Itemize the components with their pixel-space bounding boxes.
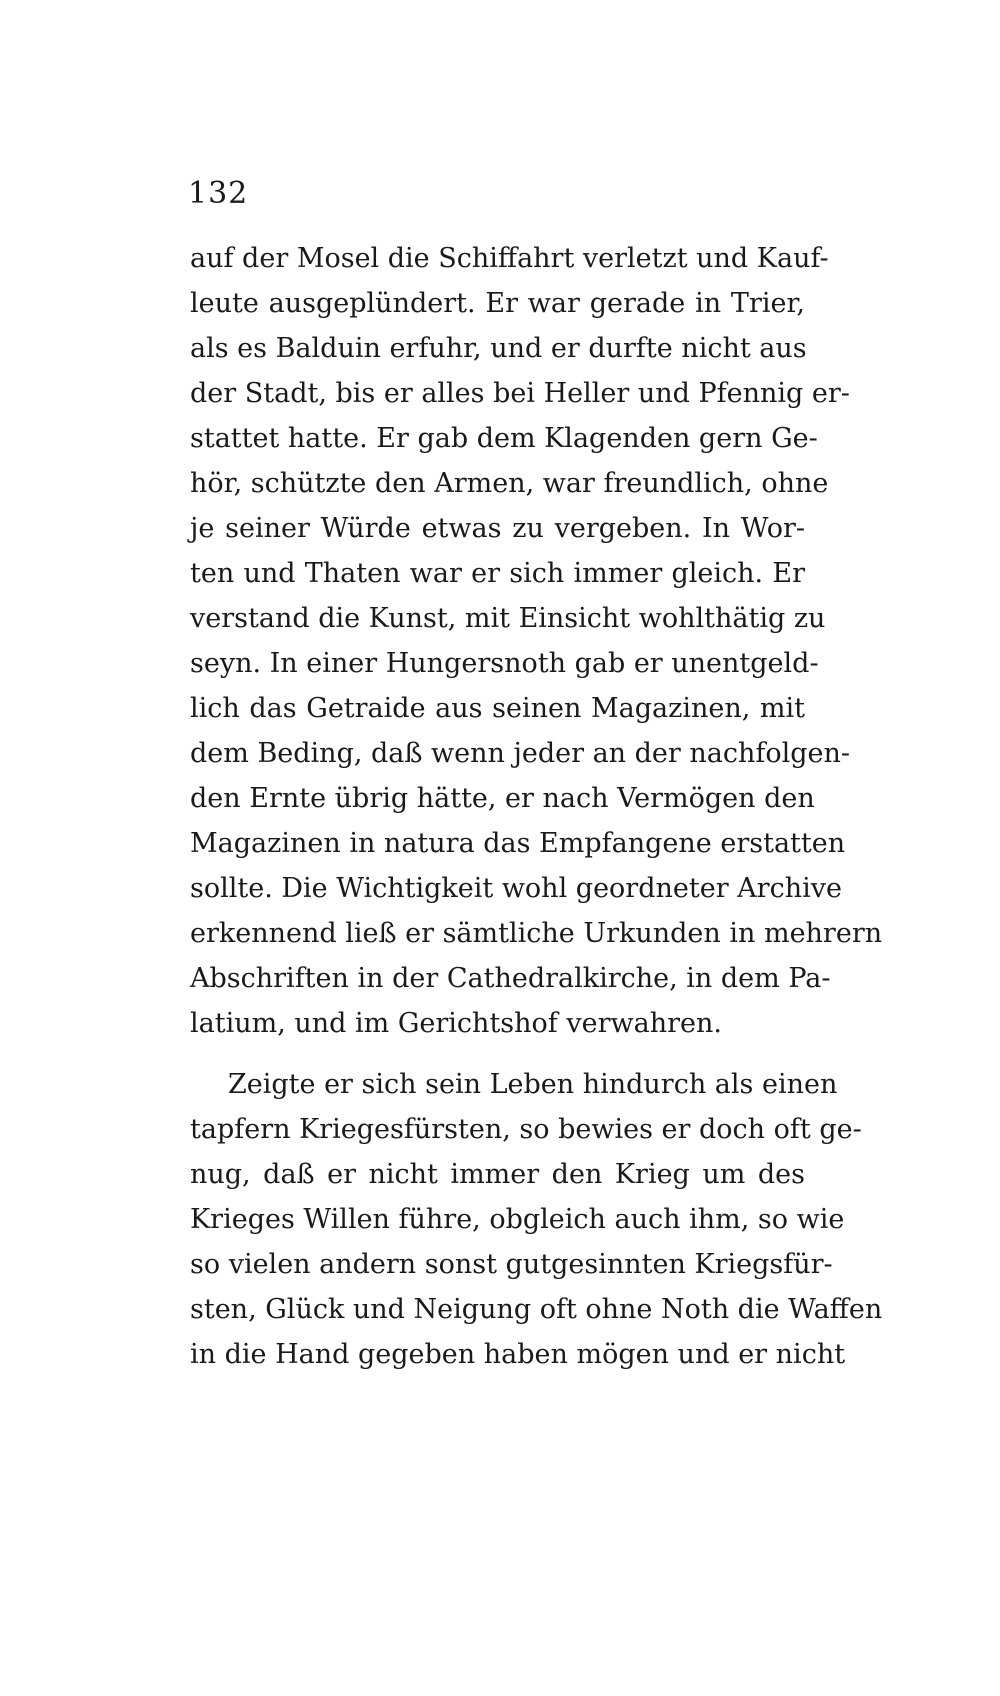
text-line: tapfern Kriegesfürsten, so bewies er doch oft ge- <box>190 1114 862 1145</box>
text-line: nug, daß er nicht immer den Krieg um des <box>190 1159 805 1190</box>
text-line: auf der Mosel die Schiffahrt verletzt und Kauf- <box>190 243 829 274</box>
text-line: lich das Getraide aus seinen Magazinen, mit <box>190 693 805 724</box>
text-line: so vielen andern sonst gutgesinnten Kriegsfür- <box>190 1249 833 1280</box>
text-line: stattet hatte. Er gab dem Klagenden gern Ge- <box>190 423 818 454</box>
text-line: dem Beding, daß wenn jeder an der nachfolgen- <box>190 738 851 769</box>
text-line: sten, Glück und Neigung oft ohne Noth die Waffen <box>190 1294 883 1325</box>
text-line: latium, und im Gerichtshof verwahren. <box>190 1008 722 1039</box>
text-line: erkennend ließ er sämtliche Urkunden in mehrern <box>190 918 883 949</box>
text-line: in die Hand gegeben haben mögen und er nicht <box>190 1339 846 1370</box>
text-block <box>190 236 883 1377</box>
text-line: Abschriften in der Cathedralkirche, in dem Pa- <box>190 963 831 994</box>
paragraph-gap <box>190 1046 805 1062</box>
text-line: sollte. Die Wichtigkeit wohl geordneter Archive <box>190 873 842 904</box>
text-line: ten und Thaten war er sich immer gleich. Er <box>190 558 805 589</box>
text-line: Magazinen in natura das Empfangene erstatten <box>190 828 846 859</box>
paragraph-1 <box>190 236 883 1046</box>
paragraph-2 <box>190 1062 883 1377</box>
text-line: der Stadt, bis er alles bei Heller und Pfennig er- <box>190 378 850 409</box>
text-line: seyn. In einer Hungersnoth gab er unentgeld- <box>190 648 819 679</box>
text-line: leute ausgeplündert. Er war gerade in Trier, <box>190 288 805 319</box>
text-line: verstand die Kunst, mit Einsicht wohlthätig zu <box>190 603 826 634</box>
text-line: den Ernte übrig hätte, er nach Vermögen den <box>190 783 815 814</box>
text-line: hör, schützte den Armen, war freundlich, ohne <box>190 468 829 499</box>
text-line: als es Balduin erfuhr, und er durfte nicht aus <box>190 333 807 364</box>
text-line: Krieges Willen führe, obgleich auch ihm, so wie <box>190 1204 845 1235</box>
page-number: 132 <box>188 176 249 211</box>
text-line: Zeigte er sich sein Leben hindurch als einen <box>228 1069 838 1100</box>
text-line: je seiner Würde etwas zu vergeben. In Wor- <box>190 513 805 544</box>
